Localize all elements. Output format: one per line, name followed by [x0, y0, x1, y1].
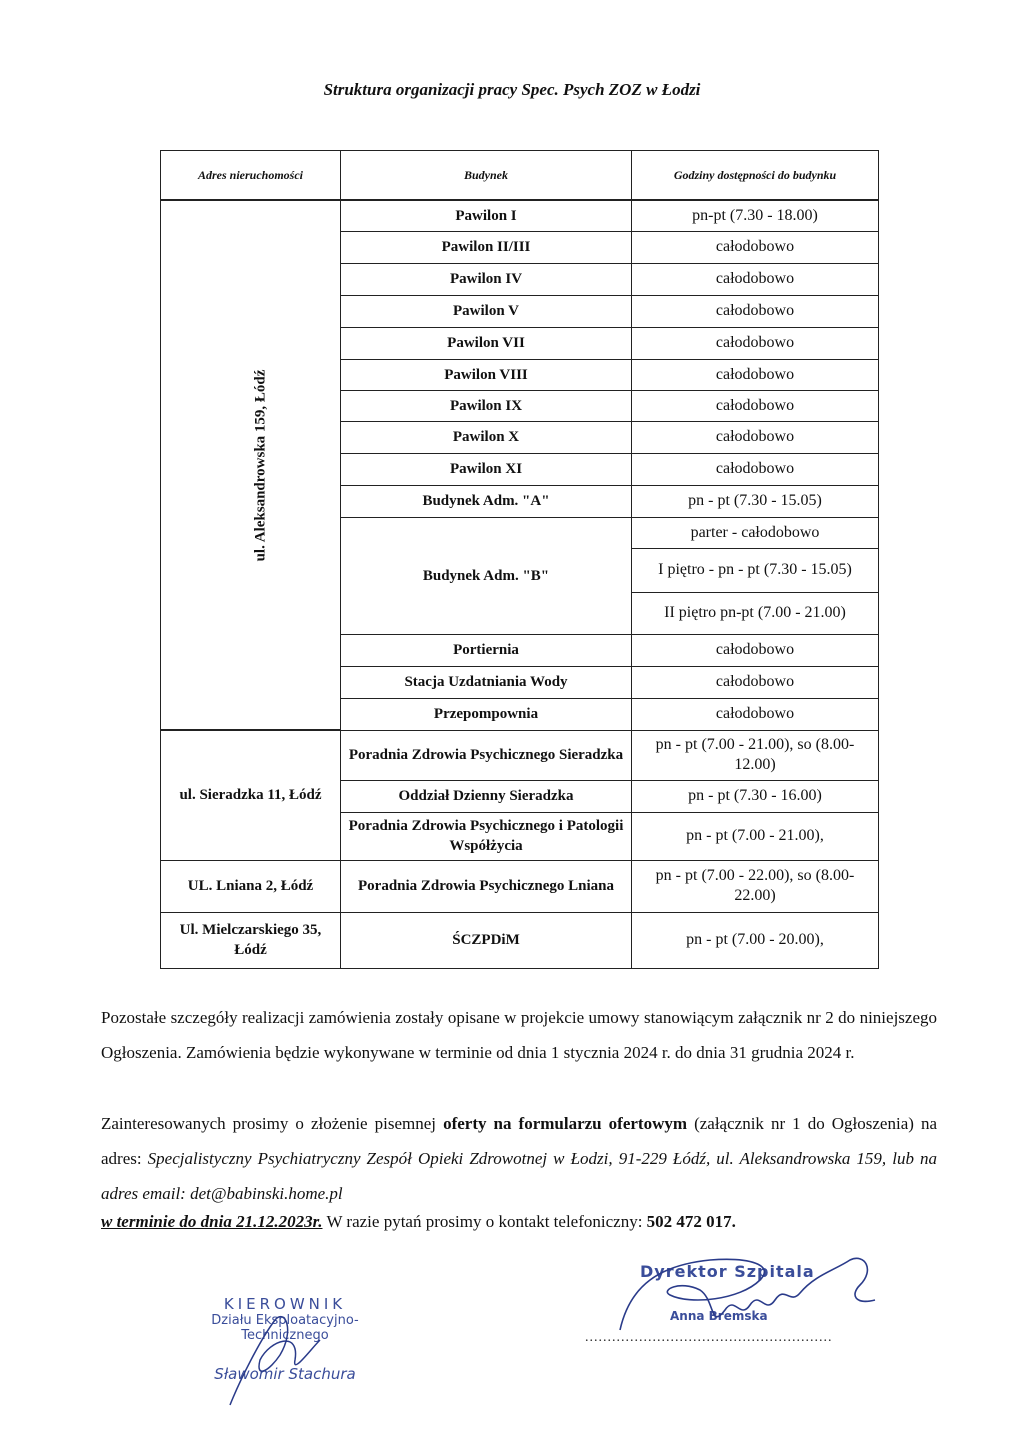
building-cell: Portiernia	[341, 634, 632, 666]
hours-cell: pn - pt (7.30 - 15.05)	[632, 485, 879, 517]
offer-text-bold: oferty na formularzu ofertowym	[443, 1114, 688, 1133]
hours-cell: całodobowo	[632, 327, 879, 359]
hours-cell: całodobowo	[632, 263, 879, 295]
offer-text-2: (załącznik nr 1 do Ogłoszenia) na adres:	[101, 1114, 937, 1168]
building-cell: Pawilon X	[341, 421, 632, 453]
building-cell: Stacja Uzdatniania Wody	[341, 666, 632, 698]
stamp-right-title: Dyrektor Szpitala	[640, 1262, 815, 1281]
hours-cell: pn - pt (7.00 - 21.00), so (8.00-12.00)	[632, 730, 879, 780]
offer-text-1: Zainteresowanych prosimy o złożenie pisemnej	[101, 1114, 444, 1133]
stamp-left-department: Działu Eksploatacyjno-Technicznego	[211, 1313, 359, 1343]
hours-cell: całodobowo	[632, 666, 879, 698]
hours-cell: pn - pt (7.30 - 16.00)	[632, 780, 879, 812]
phone-number: 502 472 017.	[646, 1212, 736, 1231]
stamp-kierownik	[170, 1295, 400, 1383]
hours-cell: I piętro - pn - pt (7.30 - 15.05)	[632, 548, 879, 592]
signature-dotted-line: .......................................................	[585, 1330, 833, 1345]
hours-cell: całodobowo	[632, 421, 879, 453]
hours-cell: pn - pt (7.00 - 22.00), so (8.00-22.00)	[632, 860, 879, 912]
document-title: Struktura organizacji pracy Spec. Psych ZOZ w Łodzi	[323, 80, 701, 99]
structure-table	[160, 150, 879, 969]
address-aleksandrowska: ul. Aleksandrowska 159, Łódź	[252, 369, 269, 562]
building-cell: Poradnia Zdrowia Psychicznego i Patologii Współżycia	[341, 812, 632, 860]
hours-cell: pn-pt (7.30 - 18.00)	[632, 200, 879, 231]
building-cell: Poradnia Zdrowia Psychicznego Lniana	[341, 860, 632, 912]
building-cell: Pawilon VII	[341, 327, 632, 359]
table-row	[161, 860, 879, 912]
building-cell: Budynek Adm. "A"	[341, 485, 632, 517]
building-cell: Przepompownia	[341, 698, 632, 730]
hours-cell: pn - pt (7.00 - 20.00),	[632, 912, 879, 968]
deadline-date: w terminie do dnia 21.12.2023r.	[101, 1212, 323, 1231]
stamp-right-name: Anna Bremska	[670, 1309, 768, 1323]
building-cell: Pawilon XI	[341, 453, 632, 485]
building-cell-adm-b: Budynek Adm. "B"	[341, 517, 632, 634]
hours-cell: całodobowo	[632, 231, 879, 263]
hours-cell: całodobowo	[632, 295, 879, 327]
building-cell: Pawilon II/III	[341, 231, 632, 263]
address-cell-aleksandrowska	[161, 200, 341, 730]
building-cell: Pawilon IV	[341, 263, 632, 295]
paragraph-offer	[101, 1106, 937, 1211]
paragraph-details: Pozostałe szczegóły realizacji zamówienia zostały opisane w projekcie umowy stanowiącym załącznik nr 2 do niniejszego Ogłoszenia. Zamówienia będzie wykonywane w terminie od dnia 1 stycznia 2024 r. do dnia 31 grudnia 2024 r.	[101, 1008, 937, 1062]
hours-cell: całodobowo	[632, 390, 879, 421]
hours-cell: II piętro pn-pt (7.00 - 21.00)	[632, 592, 879, 634]
hours-cell: całodobowo	[632, 453, 879, 485]
building-cell: Oddział Dzienny Sieradzka	[341, 780, 632, 812]
deadline-line	[101, 1212, 736, 1232]
building-cell: Pawilon VIII	[341, 359, 632, 390]
hours-cell: całodobowo	[632, 359, 879, 390]
table-header-row	[161, 151, 879, 201]
building-cell: ŚCZPDiM	[341, 912, 632, 968]
stamp-left-title: KIEROWNIK	[223, 1295, 347, 1313]
stamp-left-name: Sławomir Stachura	[214, 1365, 356, 1383]
header-address: Adres nieruchomości	[161, 151, 341, 201]
offer-address: Specjalistyczny Psychiatryczny Zespół Opieki Zdrowotnej w Łodzi, 91-229 Łódź, ul. Aleksandrowska 159, lub na adres email: det@babinski.home.pl	[101, 1149, 938, 1203]
building-cell: Pawilon IX	[341, 390, 632, 421]
hours-cell: pn - pt (7.00 - 21.00),	[632, 812, 879, 860]
header-building: Budynek	[341, 151, 632, 201]
building-cell: Poradnia Zdrowia Psychicznego Sieradzka	[341, 730, 632, 780]
address-cell-mielczarskiego: Ul. Mielczarskiego 35, Łódź	[161, 912, 341, 968]
hours-cell: całodobowo	[632, 698, 879, 730]
deadline-text: W razie pytań prosimy o kontakt telefoniczny:	[322, 1212, 647, 1231]
hours-cell: całodobowo	[632, 634, 879, 666]
stamp-dyrektor	[590, 1262, 870, 1323]
building-cell: Pawilon I	[341, 200, 632, 231]
address-cell-lniana: UL. Lniana 2, Łódź	[161, 860, 341, 912]
table-row	[161, 730, 879, 780]
building-cell: Pawilon V	[341, 295, 632, 327]
table-row	[161, 200, 879, 231]
header-hours: Godziny dostępności do budynku	[632, 151, 879, 201]
table-row	[161, 912, 879, 968]
address-cell-sieradzka: ul. Sieradzka 11, Łódź	[161, 730, 341, 860]
hours-cell: parter - całodobowo	[632, 517, 879, 548]
